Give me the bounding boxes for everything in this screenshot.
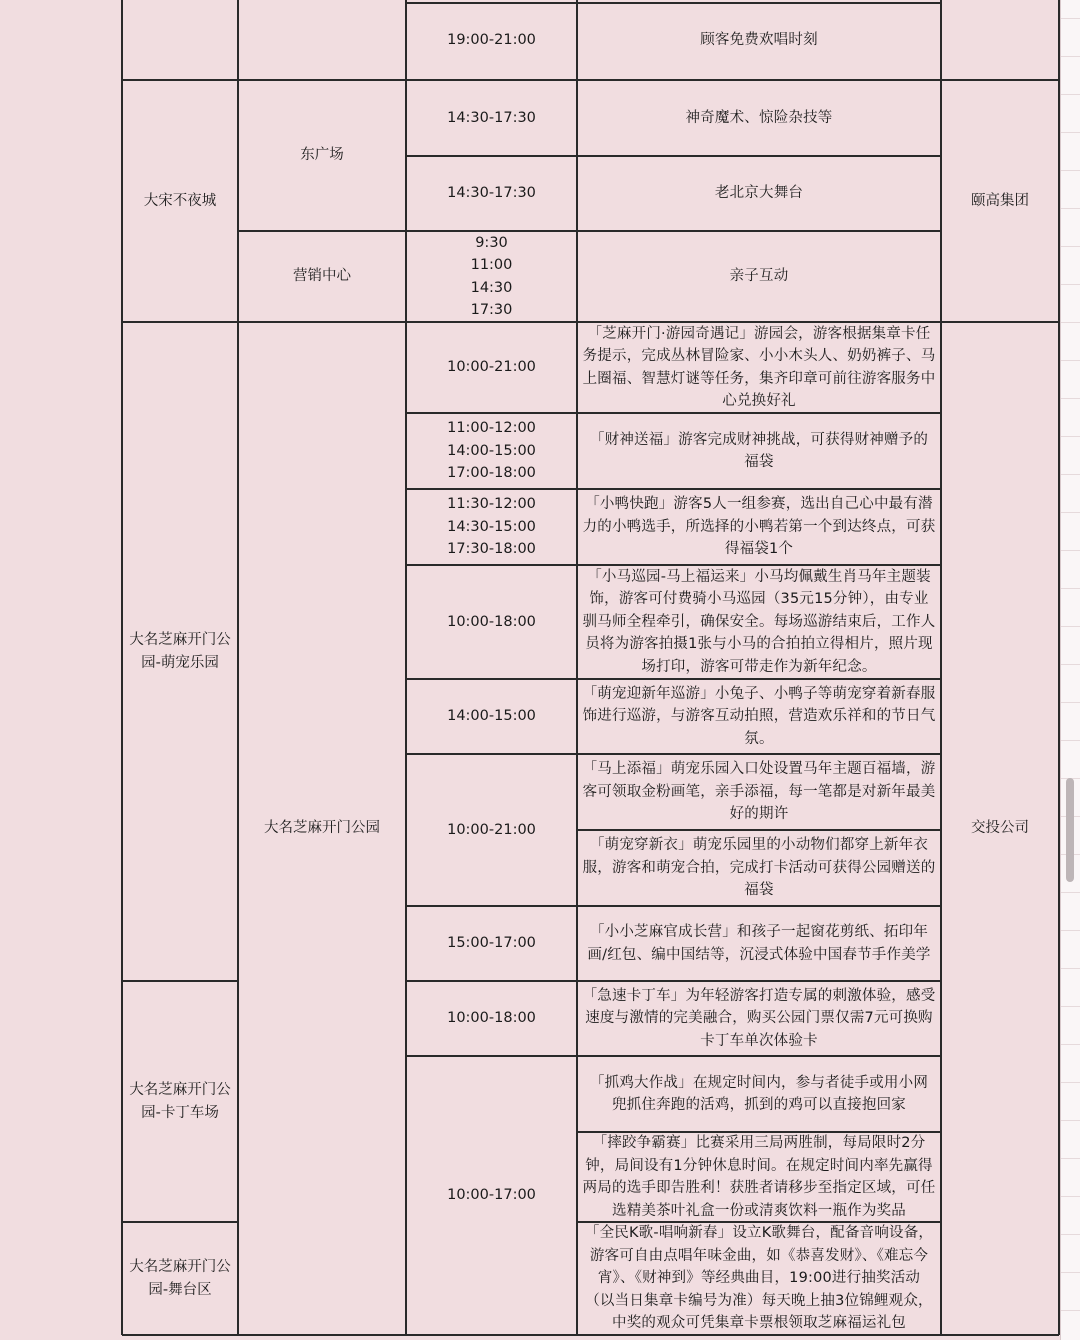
location-cell: 大名芝麻开门公园 (264, 820, 380, 837)
activity-cell: 「小小芝麻官成长营」和孩子一起窗花剪纸、拓印年 画/红包、编中国结等，沉浸式体验中国春节手作美学 (587, 924, 931, 963)
time-cell: 19:00-21:00 (447, 31, 536, 48)
activity-cell: 「小鸭快跑」游客5人一组参赛，选出自己心中最有潜 力的小鸭选手，所选择的小鸭若第一个到达终点，可获 得福袋1个 (582, 496, 936, 558)
activity-cell: 「芝麻开门·游园奇遇记」游园会，游客根据集章卡任 务提示，完成丛林冒险家、小小木头人、奶奶裤子、马 上圈福、智慧灯谜等任务，集齐印章可前往游客服务中 心兑换好礼 (582, 325, 936, 409)
location-cell: 营销中心 (293, 268, 351, 285)
activity-cell: 「马上添福」萌宠乐园入口处设置马年主题百福墙，游 客可领取金粉画笔，亲手添福，每一笔都是对新年最美 好的期许 (582, 761, 936, 823)
time-cell: 10:00-21:00 (447, 359, 536, 376)
venue-cell: 大名芝麻开门公 园-萌宠乐园 (129, 632, 231, 671)
organizer-cell: 交投公司 (971, 820, 1029, 837)
activity-cell: 亲子互动 (729, 268, 789, 285)
activity-cell: 「财神送福」游客完成财神挑战，可获得财神赠予的 福袋 (589, 431, 929, 470)
time-cell: 10:00-21:00 (447, 821, 536, 838)
activity-cell: 「全民K歌-唱响新春」设立K歌舞台，配备音响设备， 游客可自由点唱年味金曲，如《恭喜发财》、《难忘今 宵》、《财神到》等经典曲目，19:00进行抽奖活动 （以当日集章卡编号为准）每天晚上抽3位锦鲤观众， 中奖的观众可凭集章卡票根领取芝麻福运礼包 (584, 1225, 934, 1332)
activity-cell: 「萌宠穿新衣」萌宠乐园里的小动物们都穿上新年衣 服，游客和萌宠合拍，完成打卡活动可获得公园赠送的 福袋 (582, 837, 936, 899)
time-cell: 10:00-17:00 (447, 1187, 536, 1204)
time-cell: 14:30-17:30 (447, 185, 536, 202)
venue-cell: 大名芝麻开门公 园-卡丁车场 (129, 1082, 231, 1121)
organizer-cell: 颐高集团 (971, 192, 1029, 209)
time-cell: 11:30-12:00 14:30-15:00 17:30-18:00 (447, 496, 536, 558)
activity-cell: 「抓鸡大作战」在规定时间内，参与者徒手或用小网 兜抓住奔跑的活鸡，抓到的鸡可以直接抱回家 (589, 1074, 929, 1113)
activity-cell: 神奇魔术、惊险杂技等 (685, 109, 833, 126)
activity-cell: 「小马巡园-马上福运来」小马均佩戴生肖马年主题装 饰，游客可付费骑小马巡园（35元15分钟），由专业 驯马师全程牵引，确保安全。每场巡游结束后，工作人 员将为游客拍摄1张与小马的合拍拍立得相片，照片现 场打印，游客可带走作为新年纪念。 (582, 568, 936, 675)
activity-cell: 「摔跤争霸赛」比赛采用三局两胜制，每局限时2分 钟，局间设有1分钟休息时间。在规定时间内率先赢得 两局的选手即告胜利！获胜者请移步至指定区域，可任 选精美茶叶礼盒一份或清爽饮料一瓶作为奖品 (582, 1135, 936, 1219)
time-cell: 14:00-15:00 (447, 708, 536, 725)
venue-cell: 大宋不夜城 (143, 192, 217, 209)
activity-cell: 老北京大舞台 (714, 185, 804, 202)
activity-cell: 「急速卡丁车」为年轻游客打造专属的刺激体验，感受 速度与激情的完美融合，购买公园门票仅需7元可换购 卡丁车单次体验卡 (582, 987, 936, 1049)
time-cell: 14:30-17:30 (447, 109, 536, 126)
sheet-right-gutter (1060, 0, 1080, 1340)
vertical-scrollbar[interactable] (1066, 778, 1074, 882)
time-cell: 15:00-17:00 (447, 935, 536, 952)
location-cell: 东广场 (300, 147, 344, 164)
time-cell: 11:00-12:00 14:00-15:00 17:00-18:00 (447, 420, 536, 482)
activity-cell: 「萌宠迎新年巡游」小兔子、小鸭子等萌宠穿着新春服 饰进行巡游，与游客互动拍照，营造欢乐祥和的节日气 氛。 (582, 685, 936, 747)
venue-cell: 大名芝麻开门公 园-舞台区 (129, 1259, 231, 1298)
time-cell: 10:00-18:00 (447, 1010, 536, 1027)
time-cell: 9:30 11:00 14:30 17:30 (470, 234, 513, 318)
activity-cell: 顾客免费欢唱时刻 (700, 31, 818, 48)
time-cell: 10:00-18:00 (447, 613, 536, 630)
